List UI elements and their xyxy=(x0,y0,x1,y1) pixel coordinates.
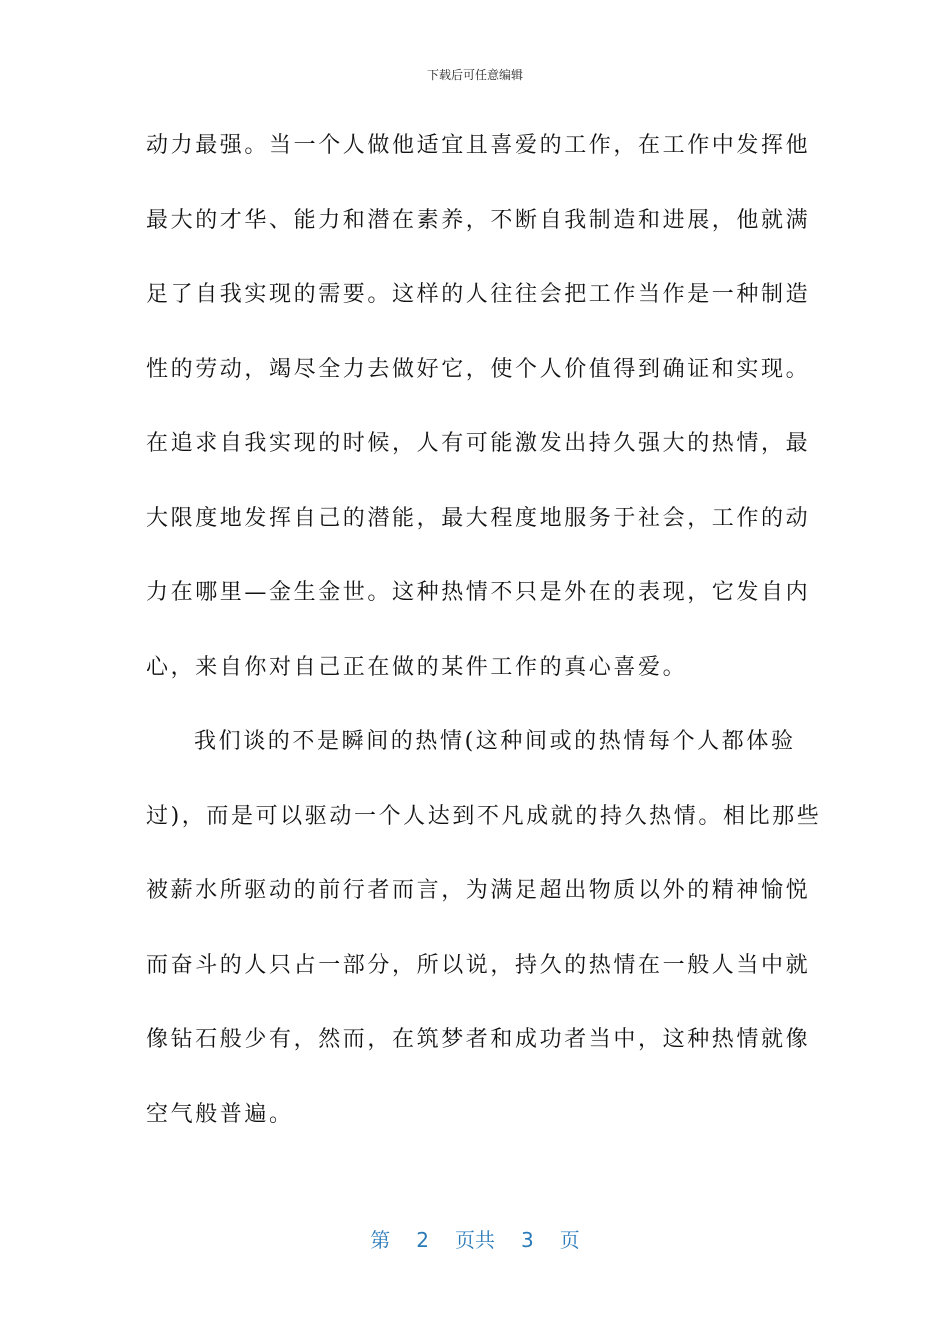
footer-prefix: 第 xyxy=(370,1228,391,1252)
footer-middle: 页共 xyxy=(455,1228,495,1252)
text-line: 而奋斗的人只占一部分，所以说，持久的热情在一般人当中就 xyxy=(146,952,811,978)
text-line: 被薪水所驱动的前行者而言，为满足超出物质以外的精神愉悦 xyxy=(146,878,811,903)
text-line: 最大的才华、能力和潜在素养，不断自我制造和进展，他就满 xyxy=(146,207,811,233)
page-footer xyxy=(0,1224,950,1253)
current-page-number: 2 xyxy=(416,1228,429,1252)
text-line: 空气般普遍。 xyxy=(146,1101,294,1127)
text-line: 像钻石般少有，然而，在筑梦者和成功者当中，这种热情就像 xyxy=(146,1027,811,1052)
text-line: 心，来自你对自己正在做的某件工作的真心喜爱。 xyxy=(146,654,688,680)
text-line: 过)，而是可以驱动一个人达到不凡成就的持久热情。相比那些 xyxy=(146,803,822,829)
page-header: 下载后可任意编辑 xyxy=(426,68,523,82)
text-line: 动力最强。当一个人做他适宜且喜爱的工作，在工作中发挥他 xyxy=(146,133,811,158)
text-line: 大限度地发挥自己的潜能，最大程度地服务于社会，工作的动 xyxy=(146,505,811,531)
text-line: 性的劳动，竭尽全力去做好它，使个人价值得到确证和实现。 xyxy=(146,356,811,382)
text-line: 力在哪里—金生金世。这种热情不只是外在的表现，它发自内 xyxy=(146,580,811,605)
text-line: 在追求自我实现的时候，人有可能激发出持久强大的热情，最 xyxy=(146,431,811,456)
total-pages-number: 3 xyxy=(521,1228,534,1252)
footer-suffix: 页 xyxy=(559,1228,580,1252)
text-line: 足了自我实现的需要。这样的人往往会把工作当作是一种制造 xyxy=(146,282,811,307)
paragraph-start-line: 我们谈的不是瞬间的热情(这种间或的热情每个人都体验 xyxy=(194,729,796,754)
document-body xyxy=(146,126,822,1169)
